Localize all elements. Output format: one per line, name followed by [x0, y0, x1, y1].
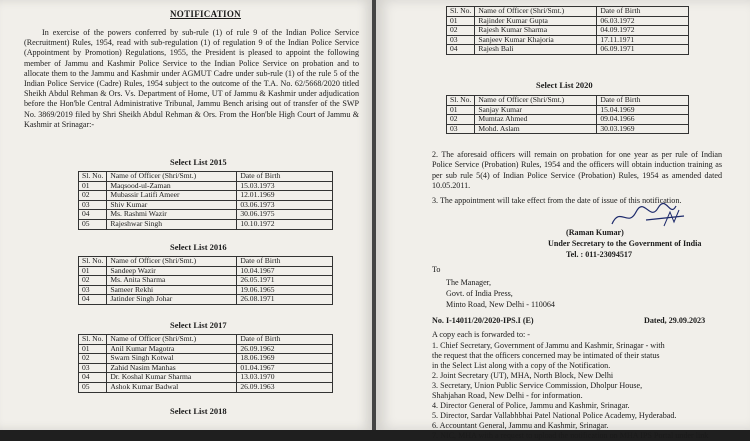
cell: 10.10.1972: [237, 219, 333, 229]
cell: Zahid Nasim Manhas: [107, 363, 237, 373]
cell: Sanjay Kumar: [475, 105, 597, 115]
cell: Maqsood-ul-Zaman: [107, 181, 237, 191]
cell: 26.09.1962: [237, 344, 333, 354]
col-name: Name of Officer (Shri/Smt.): [107, 172, 237, 182]
copy-item: 3. Secretary, Union Public Service Commission, Dholpur House,: [432, 381, 643, 390]
cell: 26.05.1971: [237, 276, 333, 286]
select-list-2017-table: [78, 334, 333, 393]
col-name: Name of Officer (Shri/Smt.): [107, 257, 237, 267]
cell: 15.03.1973: [237, 181, 333, 191]
cell: Swarn Singh Kotwal: [107, 354, 237, 364]
cell: 03: [79, 285, 107, 295]
table-header-row: [447, 7, 689, 17]
cell: 03.06.1973: [237, 200, 333, 210]
select-list-2015-title: Select List 2015: [170, 157, 227, 167]
cell: 01: [79, 344, 107, 354]
cell: 12.01.1969: [237, 191, 333, 201]
cell: 02: [79, 354, 107, 364]
cell: 15.04.1969: [597, 105, 689, 115]
cell: 05: [79, 219, 107, 229]
select-list-continued-table: [446, 6, 689, 55]
cell: 09.04.1966: [597, 115, 689, 125]
col-dob: Date of Birth: [597, 7, 689, 17]
cell: Sanjeev Kumar Khajoria: [475, 35, 597, 45]
cell: 04: [79, 373, 107, 383]
address-line-2: Govt. of India Press,: [446, 289, 513, 298]
col-sl-no: Sl. No.: [79, 257, 107, 267]
cell: 01: [447, 105, 475, 115]
document-date: Dated, 29.09.2023: [644, 316, 706, 325]
select-list-2017-title: Select List 2017: [170, 320, 227, 330]
signature-mark: [606, 198, 696, 232]
copy-item: 5. Director, Sardar Vallabhbhai Patel National Police Academy, Hyderabad.: [432, 411, 677, 420]
cell: Sameer Rekhi: [107, 285, 237, 295]
copy-item: 2. Joint Secretary (UT), MHA, North Block, New Delhi: [432, 371, 614, 380]
cell: Rajinder Kumar Gupta: [475, 16, 597, 26]
table-row: [79, 276, 333, 286]
cell: 10.04.1967: [237, 266, 333, 276]
cell: Mohd. Aslam: [475, 124, 597, 134]
cell: 04: [79, 295, 107, 305]
paragraph-effective-date: 3. The appointment will take effect from the date of issue of this notification.: [432, 196, 682, 205]
right-page: [376, 0, 750, 440]
select-list-2015-table: [78, 171, 333, 230]
intro-paragraph: In exercise of the powers conferred by sub-rule (1) of rule 9 of the Indian Police Service (Recruitment) Rules, 1954, read with sub-regulation (1) of regulation 9 of the Indian Police Service (Appointment by Promotion) Regulations, 1955, the President is pleased to appoint the following member of Jammu and Kashmir Police Service to the Indian Police Service on probation and to allocate them to the Jammu and Kashmir under AGMUT Cadre under sub-rule (1) of the rule 5 of the Indian Police Service (Cadre) Rules, 1954 subject to the outcome of the T.A. No. 62/5668/2020 titled Sheikh Abdul Rehman & Ors. Vs. Department of Home, UT of Jammu & Kashmir under adjudication before the Hon'ble Central Administrative Tribunal, Jammu Bench arising out of transfer of the SWP No. 3869/2019 filed by Shri Sheikh Abdul Rehman & Ors. From the Hon'ble High Court of Jammu & Kashmir at Srinagar:-: [24, 28, 359, 129]
cell: 02: [447, 115, 475, 125]
cell: Dr. Koshal Kumar Sharma: [107, 373, 237, 383]
col-name: Name of Officer (Shri/Smt.): [107, 335, 237, 345]
col-dob: Date of Birth: [237, 335, 333, 345]
cell: Ms. Rashmi Wazir: [107, 210, 237, 220]
cell: 17.11.1971: [597, 35, 689, 45]
cell: 03: [447, 35, 475, 45]
cell: Rajesh Bali: [475, 45, 597, 55]
cell: 05: [79, 382, 107, 392]
copy-item: 4. Director General of Police, Jammu and Kashmir, Srinagar.: [432, 401, 630, 410]
cell: 01: [79, 266, 107, 276]
cell: Mumtaz Ahmed: [475, 115, 597, 125]
select-list-2016-title: Select List 2016: [170, 242, 227, 252]
cell: 01: [79, 181, 107, 191]
cell: 04: [447, 45, 475, 55]
col-name: Name of Officer (Shri/Smt.): [475, 7, 597, 17]
table-row: [79, 219, 333, 229]
copy-item: the request that the officers concerned may be intimated of their status: [432, 351, 660, 360]
table-header-row: [79, 257, 333, 267]
to-label: To: [432, 265, 441, 274]
cell: 19.06.1965: [237, 285, 333, 295]
select-list-2018-title: Select List 2018: [170, 406, 227, 416]
cell: 26.09.1963: [237, 382, 333, 392]
cell: Mubassir Latifi Ameer: [107, 191, 237, 201]
cell: Anil Kumar Magotra: [107, 344, 237, 354]
table-header-row: [447, 96, 689, 106]
cell: Ashok Kumar Badwal: [107, 382, 237, 392]
notification-title: NOTIFICATION: [170, 9, 241, 19]
col-sl-no: Sl. No.: [447, 96, 475, 106]
cell: 01: [447, 16, 475, 26]
table-row: [447, 26, 689, 36]
cell: Rajeshwar Singh: [107, 219, 237, 229]
col-name: Name of Officer (Shri/Smt.): [475, 96, 597, 106]
signer-telephone: Tel. : 011-23094517: [566, 250, 633, 259]
reference-number: No. I-14011/20/2020-IPS.I (E): [432, 316, 534, 325]
table-row: [79, 191, 333, 201]
table-row: [447, 115, 689, 125]
cell: 02: [447, 26, 475, 36]
col-dob: Date of Birth: [237, 257, 333, 267]
col-sl-no: Sl. No.: [447, 7, 475, 17]
col-dob: Date of Birth: [597, 96, 689, 106]
paragraph-probation: 2. The aforesaid officers will remain on probation for one year as per rule of Indian Police Service (Probation) Rules, 1954 and the officers will obtain induction training as per sub rule 5(4) of Indian Police Service (Probation) Rules, 1954 as amended dated 10.05.2011.: [432, 150, 722, 190]
cell: 06.09.1971: [597, 45, 689, 55]
left-page: [0, 0, 372, 430]
table-row: [79, 295, 333, 305]
cell: Sandeep Wazir: [107, 266, 237, 276]
copy-item: 6. Accountant General, Jammu and Kashmir, Srinagar.: [432, 421, 609, 430]
cell: 13.03.1970: [237, 373, 333, 383]
col-sl-no: Sl. No.: [79, 335, 107, 345]
select-list-2016-table: [78, 256, 333, 305]
cell: Rajesh Kumar Sharma: [475, 26, 597, 36]
copy-item: in the Select List along with a copy of the Notification.: [432, 361, 611, 370]
cell: 26.08.1971: [237, 295, 333, 305]
cell: Jatinder Singh Johar: [107, 295, 237, 305]
select-list-2020-title: Select List 2020: [536, 80, 593, 90]
cell: Shiv Kumar: [107, 200, 237, 210]
table-header-row: [79, 335, 333, 345]
col-sl-no: Sl. No.: [79, 172, 107, 182]
copy-item: 7. NIC, MHA with a request to upload the notification on MHA IPS Portal under link: [432, 431, 709, 440]
table-row: [447, 124, 689, 134]
cell: 03: [79, 363, 107, 373]
cell: 03: [79, 200, 107, 210]
col-dob: Date of Birth: [237, 172, 333, 182]
cell: 04: [79, 210, 107, 220]
cell: 03: [447, 124, 475, 134]
cell: 01.04.1967: [237, 363, 333, 373]
table-header-row: [79, 172, 333, 182]
cell: 04.09.1972: [597, 26, 689, 36]
cell: 02: [79, 276, 107, 286]
signer-name: (Raman Kumar): [566, 228, 624, 237]
select-list-2020-table: [446, 95, 689, 134]
copy-item: 1. Chief Secretary, Government of Jammu and Kashmir, Srinagar - with: [432, 341, 665, 350]
cell: 06.03.1972: [597, 16, 689, 26]
cell: 30.06.1975: [237, 210, 333, 220]
table-row: [79, 382, 333, 392]
signer-title: Under Secretary to the Government of India: [548, 239, 702, 248]
table-row: [447, 45, 689, 55]
cell: Ms. Anita Sharma: [107, 276, 237, 286]
address-line-3: Minto Road, New Delhi - 110064: [446, 300, 555, 309]
copy-item: Shahjahan Road, New Delhi - for information.: [432, 391, 583, 400]
copy-forward-intro: A copy each is forwarded to: -: [432, 330, 530, 339]
cell: 02: [79, 191, 107, 201]
table-row: [79, 354, 333, 364]
address-line-1: The Manager,: [446, 278, 492, 287]
cell: 18.06.1969: [237, 354, 333, 364]
cell: 30.03.1969: [597, 124, 689, 134]
